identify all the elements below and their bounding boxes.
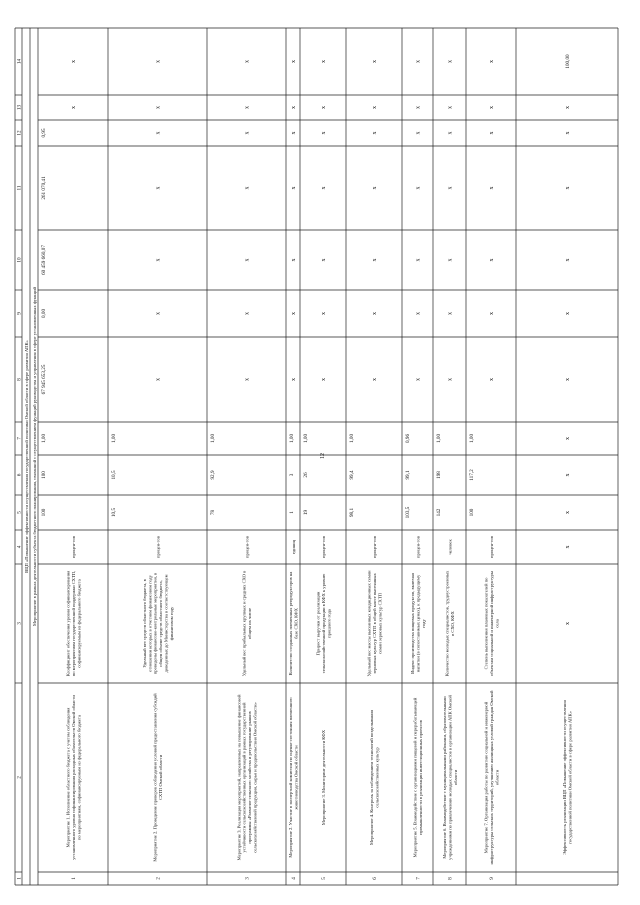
empty-mark: х <box>372 106 379 109</box>
value-col-6: 26 <box>303 472 310 478</box>
empty-mark: х <box>372 312 379 315</box>
empty-mark: х <box>415 258 422 262</box>
page-number: 12 <box>320 453 326 459</box>
indicator-name: Удельный вес средств областного бюджета, вотношении которых в отчетном финансовом годупроведены финансово-контрольные мероприятия, вобщем объеме средств областного бюджета,доведенных до Министерства в соответствующемфинансовом году <box>141 572 174 675</box>
value-col-5: 142 <box>436 508 443 517</box>
row-number: 8 <box>447 877 454 880</box>
empty-mark: х <box>155 378 162 381</box>
value-col-8: 67 945 653,25 <box>41 364 48 395</box>
value-col-9: 0,00 <box>41 308 48 319</box>
empty-mark: х <box>447 312 454 315</box>
indicator-name: Прирост выручки от реализациисельскохозяйственной продукции в КФХ к уровнюпрошлого года <box>315 573 332 674</box>
row-number: 1 <box>71 877 78 880</box>
value-col-5: 100 <box>41 508 48 517</box>
empty-mark: х <box>489 312 496 315</box>
value-col-7: 1,00 <box>111 433 118 444</box>
value-col-5: 78 <box>210 509 217 516</box>
empty-mark: х <box>291 131 298 135</box>
empty-mark: х <box>155 106 162 109</box>
empty-mark: х <box>321 312 328 315</box>
row-number: 7 <box>415 877 422 880</box>
activity-name: Мероприятие 1. Исполнение областного бюджета с учетом соблюденияустановленного уровня софинансирования расходных обязательств Омской областипо мероприятиям, софинансируемым из федерального бюджета <box>65 695 82 860</box>
value-col-7: 1,00 <box>41 433 48 444</box>
empty-mark: х <box>415 60 422 63</box>
empty-mark: х <box>489 378 496 381</box>
value-col-7: 1,00 <box>289 433 296 444</box>
value-col-11: 261 070,41 <box>41 176 48 200</box>
empty-mark: х <box>372 131 379 135</box>
value-col-6: 92,9 <box>210 470 217 480</box>
table-grid <box>15 28 618 885</box>
empty-mark: х <box>71 60 78 63</box>
row-number: 3 <box>244 877 251 880</box>
empty-mark: х <box>155 60 162 63</box>
empty-mark: х <box>447 106 454 109</box>
empty-mark: х <box>415 186 422 190</box>
indicator-name: Удельный вес массы высеянных кондиционных семянзерновых культур СХТП в общей массе высеянныхсемян зерновых культур СХТП <box>366 570 383 677</box>
value-col-10: 60 459 660,07 <box>41 245 48 275</box>
empty-mark: х <box>291 60 298 63</box>
footer-total-value: 100,00 <box>565 54 572 69</box>
unit-of-measure: единиц <box>290 539 296 555</box>
column-number-6: 6 <box>16 473 23 477</box>
empty-mark: х <box>447 258 454 262</box>
empty-mark: х <box>489 258 496 262</box>
empty-mark: х <box>291 186 298 190</box>
empty-mark: х <box>565 622 572 625</box>
value-col-5: 1 <box>289 511 296 514</box>
empty-mark: х <box>565 437 572 440</box>
empty-mark: х <box>415 378 422 381</box>
empty-mark: х <box>565 258 572 262</box>
unit-of-measure: процен-тов <box>320 536 326 558</box>
empty-mark: х <box>565 473 572 477</box>
column-number-10: 10 <box>16 257 23 263</box>
empty-mark: х <box>565 312 572 315</box>
section-title: ВЦП «Повышение эффективности осуществления государственной политики Омской области в сфере развития АПК» <box>24 340 30 573</box>
value-col-5: 19 <box>303 509 310 516</box>
value-col-6: 117,2 <box>469 469 476 481</box>
empty-mark: х <box>565 378 572 381</box>
empty-mark: х <box>321 258 328 262</box>
empty-mark: х <box>565 186 572 190</box>
indicator-name: Коэффициент обеспечения уровня софинансированияпо мероприятиям государственной поддержки СХТП,софинансируемым из федерального бюджета <box>65 570 82 677</box>
empty-mark: х <box>565 131 572 135</box>
unit-of-measure: человек <box>447 539 453 555</box>
row-number: 6 <box>372 877 379 880</box>
column-number-5: 5 <box>16 511 23 514</box>
column-number-4: 4 <box>16 545 23 549</box>
empty-mark: х <box>489 131 496 135</box>
column-number-7: 7 <box>16 437 23 440</box>
empty-mark: х <box>291 312 298 315</box>
column-number-3: 3 <box>16 622 23 625</box>
column-number-11: 11 <box>16 185 23 191</box>
empty-mark: х <box>415 312 422 315</box>
empty-mark: х <box>321 106 328 109</box>
unit-of-measure: процен-тов <box>155 536 161 558</box>
row-number: 4 <box>291 877 298 880</box>
value-col-6: 198 <box>436 471 443 479</box>
empty-mark: х <box>244 186 251 190</box>
empty-mark: х <box>565 511 572 514</box>
value-col-6: 99,1 <box>405 470 412 480</box>
value-col-6: 100 <box>41 471 48 479</box>
unit-of-measure: процен-тов <box>244 536 250 558</box>
value-col-7: 1,00 <box>436 433 443 444</box>
value-col-7: 1,00 <box>210 433 217 444</box>
activity-name: Мероприятие 7. Организация работы по развитию социальной и инженернойинфраструктуры сельских территорий, улучшению жилищных условий граждан Омскойобласти <box>483 690 500 865</box>
unit-of-measure: процен-тов <box>371 536 377 558</box>
empty-mark: х <box>291 258 298 262</box>
empty-mark: х <box>244 378 251 381</box>
empty-mark: х <box>489 106 496 109</box>
value-col-6: 10,5 <box>111 470 118 480</box>
empty-mark: х <box>244 60 251 63</box>
value-col-6: 3 <box>289 473 296 477</box>
empty-mark: х <box>447 186 454 190</box>
value-col-5: 100 <box>469 508 476 517</box>
activity-name: Мероприятие 2. Участие в экспертной комиссии по оценке состояния племенногоживотноводства Омской области <box>288 697 299 858</box>
empty-mark: х <box>321 131 328 135</box>
empty-mark: х <box>291 378 298 381</box>
unit-of-measure: процен-тов <box>415 536 421 558</box>
indicator-name: Количество созданных племенных репродукторов набазе СХО, КФХ <box>288 571 299 676</box>
empty-mark: х <box>321 60 328 63</box>
empty-mark: х <box>244 312 251 315</box>
empty-mark: х <box>447 60 454 63</box>
empty-mark: х <box>155 312 162 315</box>
empty-mark: х <box>489 186 496 190</box>
column-number-2: 2 <box>16 776 23 779</box>
empty-mark: х <box>155 131 162 135</box>
subsection-title: Мероприятие в рамках деятельности субъекта бюджетного планирования, связанной с осуществлением функций руководства и управления в сфере установленных функций <box>32 286 38 627</box>
column-number-12: 12 <box>16 130 23 136</box>
column-number-13: 13 <box>16 104 23 111</box>
empty-mark: х <box>244 106 251 109</box>
empty-mark: х <box>447 378 454 381</box>
empty-mark: х <box>489 60 496 63</box>
empty-mark: х <box>321 378 328 381</box>
empty-mark: х <box>244 131 251 135</box>
empty-mark: х <box>415 106 422 109</box>
empty-mark: х <box>155 258 162 262</box>
column-number-1: 1 <box>16 877 23 880</box>
activity-name: Мероприятие 2. Проведение проверок соблюдения условий предоставления субсидийСХТП Омской области <box>152 693 164 862</box>
empty-mark: х <box>565 545 572 549</box>
column-number-8: 8 <box>16 378 23 381</box>
indicator-name: Удельный вес прибыльных крупных и средних СХО вобщем их числе <box>241 570 253 677</box>
empty-mark: х <box>71 106 78 109</box>
table-content <box>17 54 573 880</box>
empty-mark: х <box>372 60 379 63</box>
row-number: 5 <box>321 877 328 880</box>
column-number-14: 14 <box>16 58 23 65</box>
empty-mark: х <box>372 258 379 262</box>
empty-mark: х <box>372 378 379 381</box>
empty-mark: х <box>447 131 454 135</box>
value-col-12: 0,95 <box>41 128 48 138</box>
value-col-7: 1,00 <box>303 433 310 444</box>
empty-mark: х <box>155 186 162 190</box>
indicator-name: Степень выполнения плановых показателей пообъектам социальной и инженерной инфраструктурысела <box>483 571 500 676</box>
activity-name: Мероприятие 3. Реализация мероприятий, направленных на повышение финансовойустойчивости сельскохозяйственных организаций в рамках государственнойпрограммы «Развитие сельского хозяйства и регулирование рынковсельскохозяйственной продукции, сырья и продовольствия Омской области» <box>236 694 258 861</box>
value-col-6: 99,4 <box>349 470 356 480</box>
activity-name: Мероприятие 6. Взаимодействие с муниципальными районами, образовательнымиучреждениями по привлечению молодых специалистов в организации АПК Омскойобласти <box>441 695 458 860</box>
value-col-7: 1,00 <box>349 433 356 444</box>
activity-name: Мероприятие 3. Мониторинг деятельности КФХ <box>320 729 326 826</box>
empty-mark: х <box>372 186 379 190</box>
unit-of-measure: процен-тов <box>488 536 494 558</box>
activity-name: Мероприятие 4. Контроль за соблюдением технологий возделываниясельскохозяйственных культур <box>369 709 380 846</box>
empty-mark: х <box>415 131 422 135</box>
value-col-5: 10,5 <box>111 507 118 518</box>
empty-mark: х <box>565 106 572 109</box>
column-number-9: 9 <box>16 312 23 315</box>
value-col-5: 103,5 <box>405 506 412 519</box>
value-col-7: 1,00 <box>469 433 476 444</box>
indicator-name: Количество молодых специалистов, трудоустроенныхв СХО, КФХ <box>444 570 456 677</box>
value-col-7: 0,96 <box>405 433 412 444</box>
empty-mark: х <box>291 106 298 109</box>
indicator-name: Индекс производства пищевых продуктов, включаянапитки (в сопоставимых ценах), к предыдущемугоду <box>409 573 426 674</box>
footer-row-label: Эффективность реализации ВЦП «Повышение эффективности осуществлениягосударственной политики Омской области в сфере развития АПК» <box>562 700 573 855</box>
row-number: 9 <box>489 877 496 880</box>
unit-of-measure: процен-тов <box>70 536 76 558</box>
row-number: 2 <box>155 877 162 880</box>
activity-name: Мероприятие 5. Взаимодействие с организациями пищевой и перерабатывающейпромышленности в реализации инвестиционных проектов <box>412 697 424 858</box>
value-col-5: 98,1 <box>349 507 356 518</box>
empty-mark: х <box>244 258 251 262</box>
empty-mark: х <box>321 186 328 190</box>
